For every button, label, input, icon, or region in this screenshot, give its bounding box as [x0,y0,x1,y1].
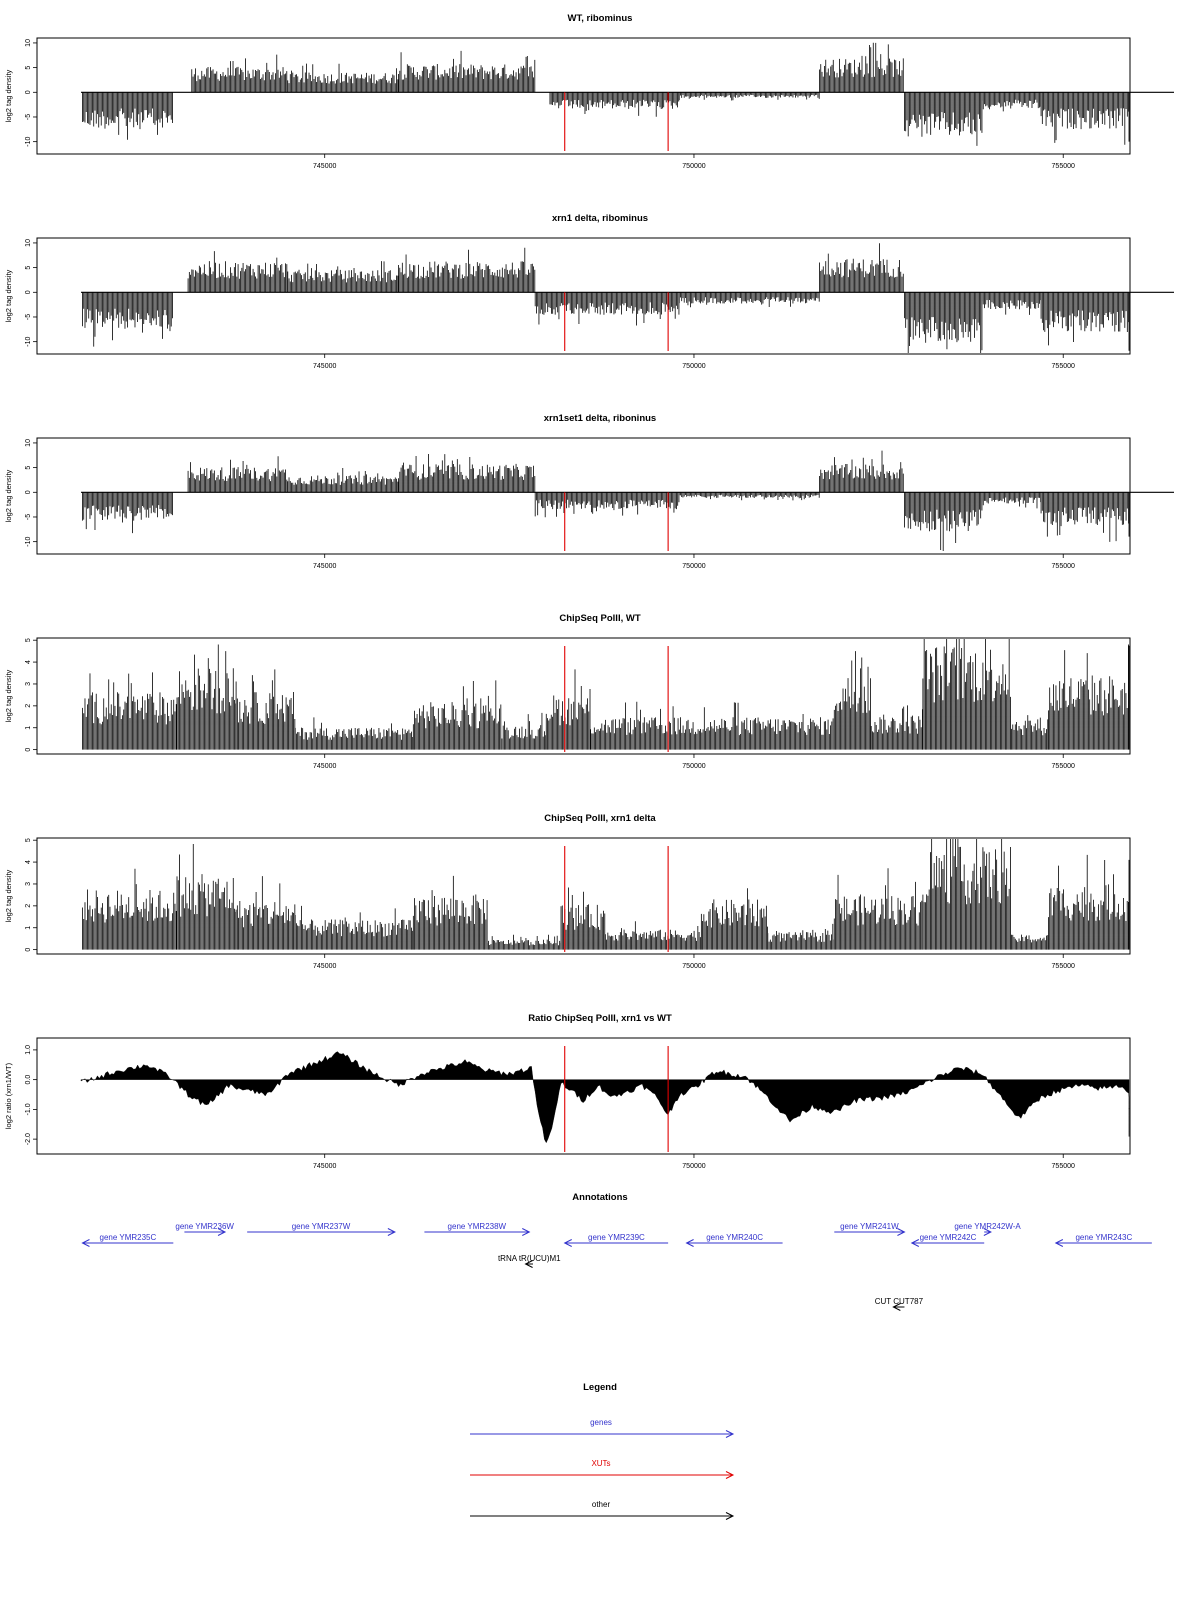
legend-title: Legend [583,1382,617,1393]
y-tick-label: 5 [25,638,32,643]
y-tick-label: 3 [25,682,32,686]
y-tick-label: 0 [25,947,32,952]
y-tick-label: 2 [25,903,32,908]
feature-label: gene YMR235C [99,1233,157,1242]
annotation-cut-cut787 [875,1297,924,1311]
feature-label: gene YMR238W [447,1222,507,1231]
y-axis-label: log2 tag density [4,469,13,523]
signal-bars [82,839,1129,950]
y-tick-label: -2.0 [25,1133,32,1146]
y-tick-label: -1.0 [25,1103,32,1116]
feature-label: gene YMR241W [840,1222,899,1231]
y-tick-label: 0 [25,490,32,495]
annotation-gene-ymr240c [687,1233,783,1247]
feature-label: gene YMR240C [706,1233,763,1242]
panel-title: ChipSeq PolII, WT [559,613,641,624]
annotations-title: Annotations [572,1192,628,1203]
legend [470,1382,733,1520]
y-tick-label: 1.0 [25,1045,32,1055]
y-tick-label: 5 [25,65,32,70]
y-tick-label: 0 [25,90,32,95]
x-tick-label: 745000 [313,563,337,570]
x-tick-label: 750000 [682,1163,706,1170]
annotation-gene-ymr243c [1056,1233,1152,1247]
panel-3 [4,413,1174,570]
annotation-gene-ymr237w [247,1222,395,1236]
x-tick-label: 755000 [1051,163,1075,170]
legend-entry-genes [470,1418,733,1438]
y-tick-label: 4 [25,660,32,665]
annotations-track [82,1192,1151,1311]
panel-title: xrn1set1 delta, riboninus [543,413,657,424]
data-marks [81,43,1174,146]
y-tick-label: -10 [25,136,32,147]
y-axis-label: log2 ratio (xrn1/WT) [4,1062,13,1130]
x-tick-label: 745000 [313,163,337,170]
x-tick-label: 745000 [313,1163,337,1170]
panel-2 [4,213,1174,370]
panel-title: WT, ribominus [567,13,633,24]
y-tick-label: 5 [25,465,32,470]
y-tick-label: 5 [25,265,32,270]
y-axis-label: log2 tag density [4,69,13,123]
data-marks [82,839,1130,950]
y-tick-label: 0.0 [25,1074,32,1085]
y-tick-label: -10 [25,536,32,547]
data-marks [81,243,1174,353]
legend-label: other [591,1500,611,1509]
y-tick-label: 1 [25,725,32,730]
data-marks [81,1052,1129,1143]
y-tick-label: 0 [25,290,32,295]
y-axis-label: log2 tag density [4,869,13,923]
feature-label: gene YMR243C [1075,1233,1133,1242]
y-axis-label: log2 tag density [4,669,13,723]
annotation-gene-ymr241w [834,1222,904,1236]
x-tick-label: 750000 [682,163,706,170]
feature-label: gene YMR239C [588,1233,645,1242]
signal-bars [82,43,1129,146]
panel-6 [4,1013,1130,1170]
y-tick-label: 5 [25,838,32,843]
y-tick-label: -5 [25,113,32,121]
x-tick-label: 750000 [682,563,706,570]
feature-label: gene YMR242C [919,1233,977,1242]
annotation-gene-ymr235c [82,1233,173,1247]
signal-bars [82,639,1129,750]
x-tick-label: 750000 [682,963,706,970]
x-tick-label: 745000 [313,763,337,770]
panel-title: xrn1 delta, ribominus [551,213,649,224]
y-tick-label: 10 [25,239,32,247]
panel-4 [4,613,1130,770]
panel-title: Ratio ChipSeq PolII, xrn1 vs WT [528,1013,672,1024]
data-marks [81,451,1174,551]
y-tick-label: -10 [25,336,32,347]
legend-entry-xuts [470,1459,733,1479]
y-tick-label: 1 [25,925,32,930]
x-tick-label: 755000 [1051,763,1075,770]
feature-label: CUT CUT787 [874,1297,924,1306]
x-tick-label: 755000 [1051,363,1075,370]
panel-5 [4,813,1130,970]
panel-title: ChipSeq PolII, xrn1 delta [544,813,656,824]
x-tick-label: 750000 [682,363,706,370]
x-tick-label: 750000 [682,763,706,770]
annotation-gene-ymr242c [912,1233,984,1247]
legend-label: XUTs [591,1459,611,1468]
x-tick-label: 755000 [1051,563,1075,570]
annotation-gene-ymr239c [565,1233,668,1247]
x-tick-label: 755000 [1051,1163,1075,1170]
y-tick-label: 3 [25,882,32,886]
feature-label: gene YMR242W-A [954,1222,1021,1231]
legend-entry-other [470,1500,733,1520]
x-tick-label: 755000 [1051,963,1075,970]
y-tick-label: -5 [25,313,32,321]
annotation-gene-ymr238w [424,1222,529,1236]
annotation-gene-ymr236w [175,1222,234,1236]
y-axis-label: log2 tag density [4,269,13,323]
signal-bars [82,243,1129,353]
annotation-trna-tr-ucu-m1 [498,1254,561,1268]
y-tick-label: 4 [25,860,32,865]
y-tick-label: 10 [25,439,32,447]
y-tick-label: -5 [25,513,32,521]
y-tick-label: 0 [25,747,32,752]
feature-label: gene YMR237W [291,1222,351,1231]
signal-bars [82,451,1129,551]
feature-label: gene YMR236W [175,1222,234,1231]
data-marks [82,639,1130,750]
y-tick-label: 2 [25,703,32,708]
x-tick-label: 745000 [313,363,337,370]
legend-label: genes [590,1418,612,1427]
panel-1 [4,13,1174,170]
ratio-area [81,1052,1129,1143]
x-tick-label: 745000 [313,963,337,970]
feature-label: tRNA tR(UCU)M1 [497,1254,561,1263]
y-tick-label: 10 [25,39,32,47]
